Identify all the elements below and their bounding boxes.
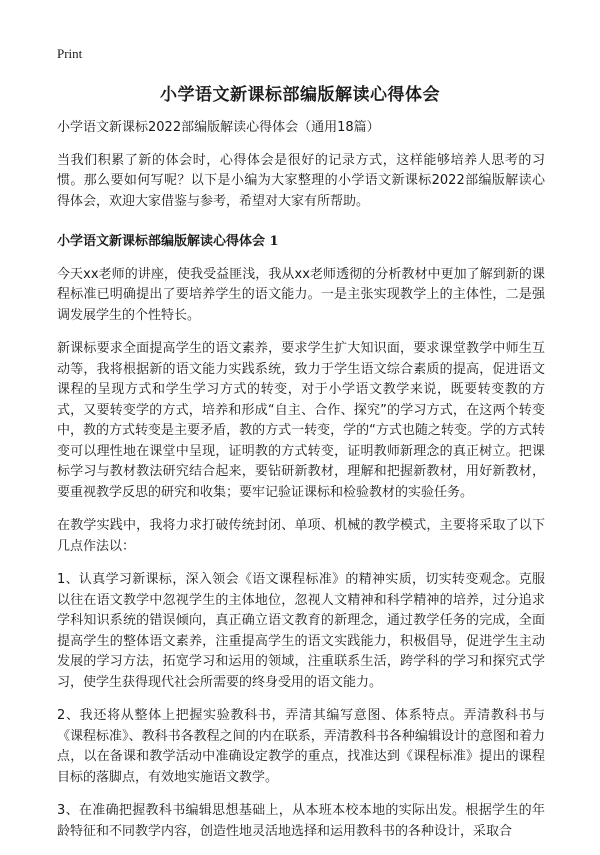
page-title: 小学语文新课标部编版解读心得体会 xyxy=(160,85,440,105)
body-paragraph: 在教学实践中，我将力求打破传统封闭、单项、机械的教学模式，主要将采取了以下几点作法以： xyxy=(57,518,545,554)
body-paragraph: 1、认真学习新课标，深入领会《语文课程标准》的精神实质，切实转变观念。克服以往在语文教学中忽视学生的主体地位，忽视人文精神和科学精神的培养，过分追求学科知识系统的错误倾向，真正确立语文教育的新理念，通过教学任务的完成，全面提高学生的整体语文素养，注重提高学生的语文实践能力，积极倡导，促进学生主动发展的学习方法，拓宽学习和运用的领域，注重联系生活，跨学科的学习和探究式学习，使学生获得现代社会所需要的终身受用的语文能力。 xyxy=(57,572,545,690)
article-subtitle: 小学语文新课标2022部编版解读心得体会（通用18篇） xyxy=(57,120,380,135)
body-paragraph: 新课标要求全面提高学生的语文素养，要求学生扩大知识面，要求课堂教学中师生互动等，我将根据新的语文能力实践系统，致力于学生语文综合素质的提高，促进语文课程的呈现方式和学生学习方式的转变，对于小学语文教学来说，既要转变教的方式，又要转变学的方式，培养和形成“自主、合作、探究”的学习方式，在这两个转变中，教的方式转变是主要矛盾，教的方式一转变，学的“方式也随之转变。学的方式转变可以理性地在课堂中呈现，证明教的方式转变，证明教师新理念的真正树立。把课标学习与教材教法研究结合起来，要钻研新教材，理解和把握新教材，用好新教材，要重视教学反思的研究和收集；要牢记验证课标和检验教材的实验任务。 xyxy=(57,341,545,500)
intro-paragraph: 当我们积累了新的体会时，心得体会是很好的记录方式，这样能够培养人思考的习惯。那么要如何写呢？以下是小编为大家整理的小学语文新课标2022部编版解读心得体会，欢迎大家借鉴与参考，希望对大家有所帮助。 xyxy=(57,152,545,209)
body-paragraph: 2、我还将从整体上把握实验教科书，弄清其编写意图、体系特点。弄清教科书与《课程标准》、教科书各教程之间的内在联系，弄清教科书各种编辑设计的意图和着力点，以在备课和教学活动中准确设定教学的重点，找准达到《课程标准》提出的课程目标的落脚点，有效地实施语文教学。 xyxy=(57,708,545,785)
body-paragraph: 3、在准确把握教科书编辑思想基础上，从本班本校本地的实际出发。根据学生的年龄特征和不同教学内容，创造性地灵活地选择和运用教科书的各种设计，采取合 xyxy=(57,803,545,839)
body-paragraph: 今天xx老师的讲座，使我受益匪浅，我从xx老师透彻的分析教材中更加了解到新的课程标准已明确提出了要培养学生的语文能力。一是主张实现教学上的主体性，二是强调发展学生的个性特长。 xyxy=(57,266,545,323)
print-link[interactable]: Print xyxy=(57,46,83,61)
section-heading: 小学语文新课标部编版解读心得体会 1 xyxy=(57,234,279,249)
article-body xyxy=(57,118,545,855)
